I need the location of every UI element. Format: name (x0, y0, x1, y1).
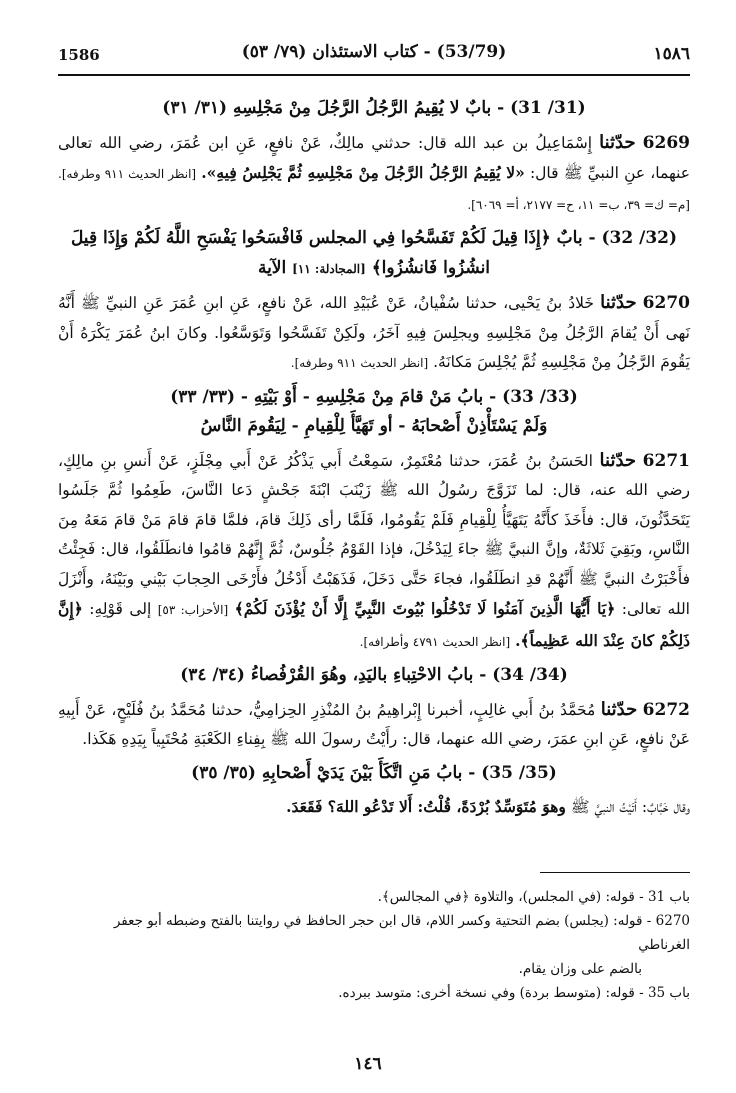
hadith-text: إِسْمَاعِيلُ بن عبد الله قال: حدثني مالِكٌ، عَنْ نافعٍ، عَنِ ابن عُمَرَ، رضي الله تعالى عنهما، عنِ النبيِّ ﷺ قال: (58, 133, 691, 182)
bab-31-title: (31/ 31) - بابٌ لا يُقِيمُ الرَّجُلُ الرَّجُلَ مِنْ مَجْلِسِهِ (٣١/ ٣١) (162, 98, 586, 118)
hadith-number: 6269 (642, 132, 690, 153)
hadith-reference: [انظر الحديث ٩١١ وطرفه]. (290, 356, 429, 370)
hadith-reference: [انظر الحديث ٤٧٩١ وأطرافه]. (359, 634, 511, 649)
bab-33-line2: وَلَمْ يَسْتَأْذِنْ أَصْحابَهُ - أو تَهَيَّأَ لِلْقِيامِ - لِيَقُومَ النَّاسُ (200, 416, 548, 436)
bab-32-tail: الآية (257, 257, 287, 278)
hadith-text: مُحَمَّدُ بنُ أَبي غالِبٍ، أخبرنا إِبْراهِيمُ بنُ المُنْذِرِ الحِزامِيُّ، حدثنا مُحَمَّدُ بنُ فُلَيْحٍ، عَنْ أَبِيهِ عَنْ نافعٍ، عَنِ ابنِ عمَرَ، رضي الله عنهما، قال: رأَيْتُ رسولَ الله ﷺ بِفِناءِ الكَعْبَةِ مُحْتَبِياً بِيَدِهِ هَكَذا. (58, 700, 690, 748)
footnote-2-continued: بالضم على وزان يقام. (518, 961, 642, 977)
quran-quote-1: ﴿يَا أَيُّهَا الَّذِينَ آمَنُوا لَا تَدْخُلُوا بُيُوتَ النَّبِيِّ إِلَّا أَنْ يُؤْذَنَ لَكُمْ﴾ (234, 599, 616, 618)
main-text (58, 92, 690, 827)
hadith-6271 (58, 446, 690, 658)
hadith-reference: [انظر الحديث ٩١١ وطرفه]. [م= ك= ٣٩، ب= ١١، ح= ٢١٧٧، أ= ٦٠٦٩]. (58, 167, 690, 212)
page-number-latin: 1586 (58, 46, 100, 64)
quran-reference-1: [الأحزاب: ٥٣] (157, 603, 229, 617)
header-rule (58, 74, 690, 76)
bab-35-text (58, 792, 690, 823)
hadith-6270 (58, 288, 690, 379)
footnote-2: 6270 - قوله: (يجلس) بضم التحتية وكسر اللام، قال ابن حجر الحافظ في روايتنا بالفتح وضبطه أبو جعفر الغرناطي (113, 913, 690, 953)
bab-32-reference: [المجادلة: ١١] (292, 261, 366, 276)
hadith-quote: «لا يُقِيمُ الرَّجُلُ الرَّجُلَ مِنْ مَجْلِسِهِ ثُمَّ يَجْلِسُ فِيهِ». (201, 163, 525, 182)
haddathana: حدّثنا (600, 698, 638, 720)
hadith-text: الحَسَنُ بنُ عُمَرَ، حدثنا مُعْتَمِرٌ، سَمِعْتُ أَبي يَذْكُرُ عَنْ أَبي مِجْلَزٍ، عَنْ أَنسِ بنِ مالِكٍ، رضي الله عنه، قال: لما تَزَوَّجَ رسُولُ الله ﷺ زَيْنَبَ ابْنَةَ جَحْشٍ دَعا النَّاسَ، طَعِمُوا ثُمَّ جَلَسُوا يَتَحَدَّثُونَ، قال: فأَخَذَ كأَنَّهُ يَتَهَيَّأُ لِلْقِيامِ فَلَمْ يَقُومُوا، فَلَمَّا رأى ذَلِكَ قامَ، فلمَّا قامَ قامَ مَنْ قامَ مَعَهُ مِنَ النَّاسِ، وبَقِيَ ثَلاثَةٌ، وإنَّ النبيَّ ﷺ جاءَ لِيَدْخُلَ، فإذا القَوْمُ جُلُوسٌ، ثُمَّ إِنَّهُمْ قامُوا فانطَلَقُوا، قال: فَجِئْتُ فأَخْبَرْتُ النبيَّ ﷺ أَنَّهُمْ قدِ انطَلَقُوا، فجاءَ حَتَّى دَخَلَ، فَذَهَبْتُ أَدْخُلُ فأَرْخَى الحِجابَ بَيْني وبَيْنَهُ، وأَنْزَلَ الله تعالى: (58, 451, 690, 618)
haddathana: حدّثنا (600, 292, 637, 313)
footnotes (58, 885, 690, 1005)
hadith-number: 6270 (642, 293, 690, 313)
running-header (58, 38, 690, 72)
hadith-6272 (58, 695, 690, 755)
footnote-rule (540, 872, 690, 873)
hadith-number: 6271 (642, 450, 690, 471)
page-number-arabic: ١٥٨٦ (653, 44, 690, 64)
bab-35-quote: وهوَ مُتَوَسِّدٌ بُرْدَةً، قُلْتُ: أَلا تَدْعُو اللهَ؟ فَقَعَدَ. (286, 797, 566, 816)
quran-quote-2: ﴿إِنَّ ذَلِكُمْ كانَ عِنْدَ الله عَظِيماً﴾. (58, 599, 690, 650)
bab-32-title (58, 224, 690, 284)
page-footer-number: ١٤٦ (354, 1054, 382, 1074)
hadith-6269 (58, 128, 690, 221)
hadith-number: 6272 (642, 699, 690, 720)
bab-35-intro: وقال خَبَّابٌ: أَتَيْتُ النبيَّ ﷺ (570, 798, 690, 816)
bab-34-title: (34/ 34) - بابُ الاحْتِباءِ باليَدِ، وهُوَ القُرْفُصاءُ (٣٤/ ٣٤) (180, 665, 568, 685)
haddathana: حدّثنا (599, 131, 636, 153)
bab-35-title: (35/ 35) - بابُ مَنِ اتَّكَأَ بَيْنَ يَدَيْ أَصْحابِهِ (٣٥/ ٣٥) (191, 762, 557, 783)
hadith-text: خَلادُ بنُ يَحْيى، حدثنا سُفْيانُ، عَنْ عُبَيْدِ الله، عَنْ نافعٍ، عَنِ ابنِ عُمَرَ عَنِ النبيِّ ﷺ أَنَّهُ نَهى أَنْ يُقامَ الرَّجُلُ مِنْ مَجْلِسِهِ ويجلِسَ فِيهِ آخَرُ، ولَكِنْ تَفَسَّحُوا وَتَوَسَّعُوا. وكانَ ابنُ عُمَرَ يَكْرَهُ أَنْ يَقُومَ الرَّجُلُ مِنْ مَجْلِسِهِ ثُمَّ يُجْلِسَ مَكانَهُ. (58, 294, 690, 371)
bab-32-heading: (32/ 32) - بابٌ ﴿إِذَا قِيلَ لَكُمْ تَفَسَّحُوا فِي المجلس فَافْسَحُوا يَفْسَحِ اللَّهُ لَكُمْ وَإِذَا قِيلَ انشُزُوا فَانشُزُوا﴾ (70, 228, 678, 278)
footnote-3: باب 35 - قوله: (متوسط بردة) وفي نسخة أخرى: متوسد ببرده. (338, 985, 690, 1001)
hadith-mid: إلى قَوْلِهِ: (89, 600, 152, 618)
bab-33-title (58, 383, 690, 442)
bab-33-line1: (33/ 33) - بابُ مَنْ قامَ مِنْ مَجْلِسِهِ - أَوْ بَيْتِهِ - (٣٣/ ٣٣) (170, 386, 578, 407)
footnote-1: باب 31 - قوله: (في المجلس)، والتلاوة ﴿في المجالس﴾. (377, 889, 690, 905)
haddathana: حدّثنا (599, 449, 637, 471)
chapter-title: (53/79) - كتاب الاستئذان (٧٩/ ٥٣) (241, 42, 507, 62)
